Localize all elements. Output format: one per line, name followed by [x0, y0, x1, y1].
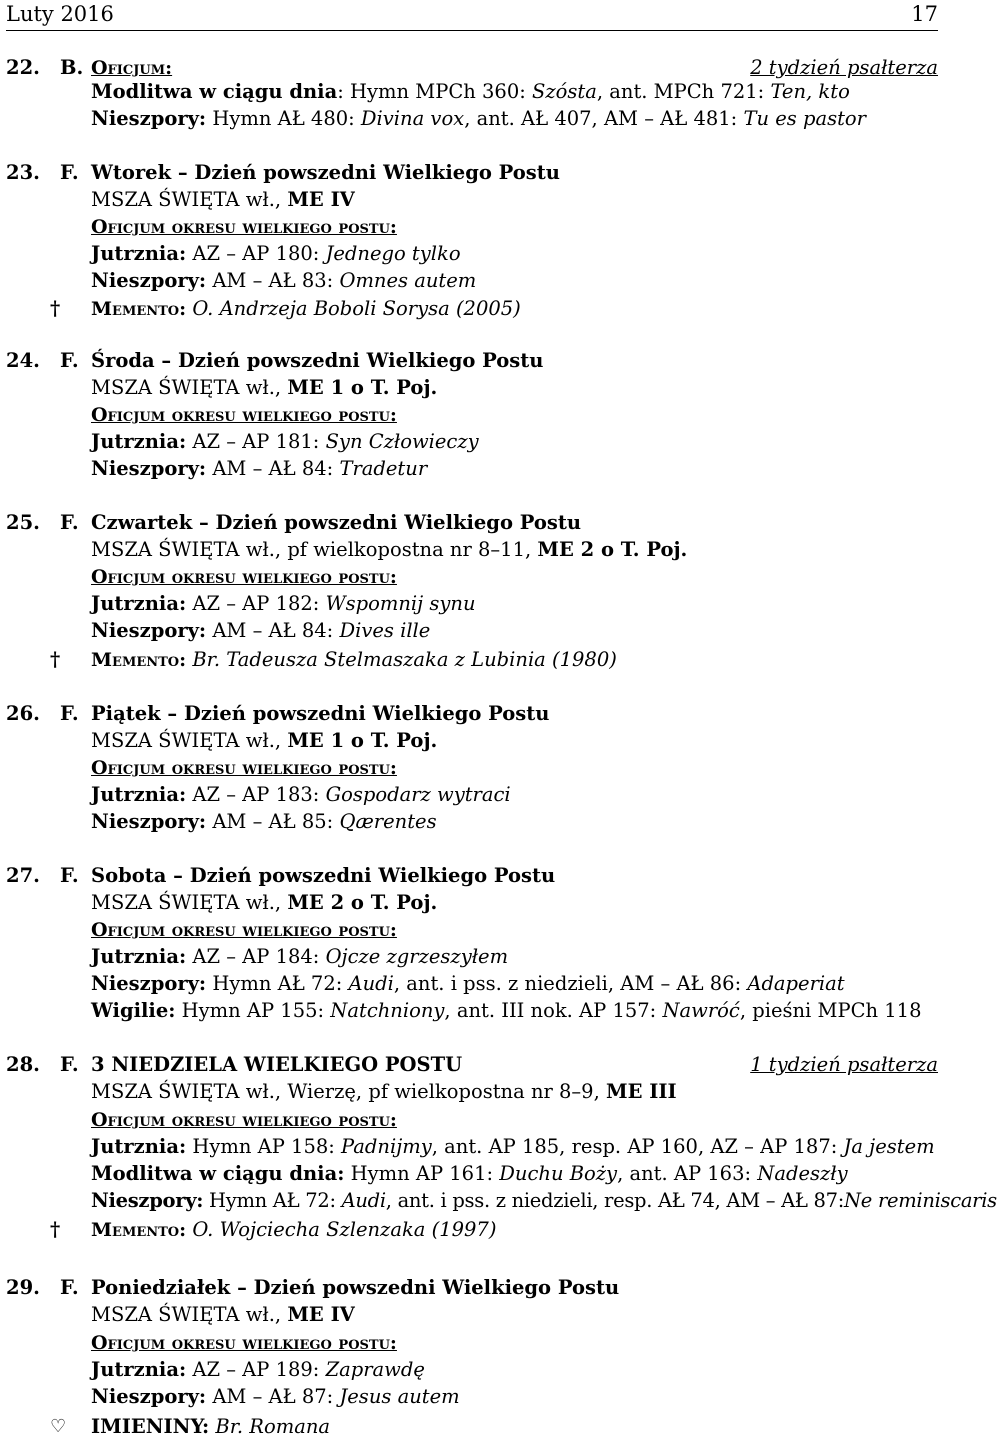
liturgy-line	[0, 1356, 938, 1383]
plain-text: MSZA ŚWIĘTA wł.,	[91, 188, 288, 211]
line-text	[91, 536, 938, 563]
italic-text: Gospodarz wytraci	[325, 783, 511, 806]
line-text	[91, 970, 938, 997]
italic-text: Ten, kto	[770, 80, 850, 103]
bold-text: Poniedziałek – Dzień powszedni Wielkiego Postu	[91, 1276, 620, 1299]
plain-text: AZ – AP 184:	[186, 945, 326, 968]
line-text	[91, 617, 938, 644]
bold-text: Jutrznia:	[91, 1358, 187, 1381]
liturgy-line	[0, 213, 938, 240]
day-heading	[0, 862, 938, 889]
liturgy-line	[0, 374, 938, 401]
line-text	[91, 1216, 938, 1244]
plain-text: AM – AŁ 85:	[206, 810, 340, 833]
day-heading	[0, 1051, 938, 1078]
office-label: Oficjum okresu wielkiego postu:	[91, 404, 397, 426]
day-number: 28.	[6, 1053, 40, 1076]
line-text	[91, 374, 938, 401]
office-label: Oficjum okresu wielkiego postu:	[91, 919, 397, 941]
sunday-letter: F.	[60, 511, 79, 534]
line-text	[91, 1187, 997, 1214]
office-label: Oficjum okresu wielkiego postu:	[91, 1109, 397, 1131]
line-text	[91, 1274, 938, 1301]
plain-text: , ant. AŁ 407, AM – AŁ 481:	[464, 107, 744, 130]
plain-text: MSZA ŚWIĘTA wł.,	[91, 376, 288, 399]
line-text	[91, 267, 938, 294]
line-text	[91, 428, 938, 455]
line-text	[91, 295, 938, 323]
bold-text: Modlitwa w ciągu dnia:	[91, 1162, 345, 1185]
plain-text: MSZA ŚWIĘTA wł.,	[91, 1303, 288, 1326]
bold-text: ME 1 o T. Poj.	[287, 376, 438, 399]
bold-text: ME III	[605, 1080, 677, 1103]
plain-text: : Hymn MPCh 360:	[337, 80, 533, 103]
bold-text: Wigilie:	[91, 999, 176, 1022]
plain-text: , ant. AP 163:	[617, 1162, 758, 1185]
italic-text: Szósta	[532, 80, 597, 103]
day-heading	[0, 54, 938, 81]
plain-text: , pieśni MPCh 118	[739, 999, 922, 1022]
line-text	[91, 563, 938, 591]
line-text	[91, 1160, 938, 1187]
line-text	[91, 105, 938, 132]
line-text	[91, 862, 938, 889]
liturgy-line	[0, 1383, 938, 1410]
psalter-week: 2 tydzień psałterza	[750, 56, 938, 79]
liturgy-line	[0, 1106, 938, 1133]
liturgy-line	[0, 617, 938, 644]
bold-text: Jutrznia:	[91, 1135, 187, 1158]
bold-text: ME 2 o T. Poj.	[537, 538, 688, 561]
italic-text: Wspomnij synu	[325, 592, 476, 615]
day-number: 23.	[6, 161, 40, 184]
bold-text: Modlitwa w ciągu dnia	[91, 80, 338, 103]
memento-label: Memento:	[91, 1219, 187, 1241]
day-heading	[0, 700, 938, 727]
bold-text: 3 NIEDZIELA WIELKIEGO POSTU	[91, 1053, 463, 1076]
bold-text: ME 1 o T. Poj.	[287, 729, 438, 752]
day-number: 26.	[6, 702, 40, 725]
bold-text: Czwartek – Dzień powszedni Wielkiego Postu	[91, 511, 582, 534]
liturgy-line	[0, 105, 938, 132]
sunday-letter: B.	[60, 56, 84, 79]
bold-text: Nieszpory:	[91, 269, 207, 292]
bold-text: Jutrznia:	[91, 945, 187, 968]
plain-text: , ant. AP 185, resp. AP 160, AZ – AP 187:	[431, 1135, 844, 1158]
italic-text: Nawróć	[662, 999, 740, 1022]
liturgy-line	[0, 186, 938, 213]
liturgy-line	[0, 401, 938, 428]
line-text	[91, 808, 938, 835]
bold-text: Jutrznia:	[91, 430, 187, 453]
line-text	[91, 186, 938, 213]
liturgy-line	[0, 727, 938, 754]
plain-text: AZ – AP 180:	[186, 242, 326, 265]
line-text	[91, 1413, 938, 1440]
day-number: 24.	[6, 349, 40, 372]
liturgy-line	[0, 455, 938, 482]
italic-text: Audi	[348, 972, 394, 995]
italic-text: Br. Tadeusza Stelmaszaka z Lubinia (1980)	[186, 648, 617, 671]
psalter-week: 1 tydzień psałterza	[750, 1053, 938, 1076]
liturgy-line	[0, 563, 938, 590]
italic-text: Tradetur	[339, 457, 428, 480]
plain-text: Hymn AP 161:	[344, 1162, 500, 1185]
line-text	[91, 509, 938, 536]
day-heading	[0, 509, 938, 536]
bold-text: ME IV	[287, 188, 355, 211]
liturgy-line	[0, 536, 938, 563]
bold-text: Środa – Dzień powszedni Wielkiego Postu	[91, 349, 544, 372]
day-number: 25.	[6, 511, 40, 534]
heart-icon: ♡	[50, 1416, 67, 1437]
page-number: 17	[911, 2, 938, 26]
liturgy-line	[0, 428, 938, 455]
line-text	[91, 889, 938, 916]
bold-text: Jutrznia:	[91, 592, 187, 615]
line-text	[91, 1106, 938, 1134]
bold-text: Nieszpory:	[91, 457, 207, 480]
plain-text: Hymn AŁ 72:	[203, 1189, 342, 1212]
line-text	[91, 943, 938, 970]
line-text	[91, 347, 938, 374]
sunday-letter: F.	[60, 349, 79, 372]
day-number: 29.	[6, 1276, 40, 1299]
liturgy-line	[0, 1160, 938, 1187]
sunday-letter: F.	[60, 702, 79, 725]
memento-line	[0, 1216, 938, 1243]
liturgy-line	[0, 267, 938, 294]
line-text	[91, 727, 938, 754]
plain-text: MSZA ŚWIĘTA wł., pf wielkopostna nr 8–11,	[91, 538, 538, 561]
line-text	[91, 1383, 938, 1410]
italic-text: O. Andrzeja Boboli Sorysa (2005)	[186, 297, 521, 320]
sunday-letter: F.	[60, 161, 79, 184]
cross-icon: †	[50, 297, 61, 320]
italic-text: Jesus autem	[339, 1385, 460, 1408]
office-label: Oficjum okresu wielkiego postu:	[91, 757, 397, 779]
line-text	[91, 1078, 938, 1105]
bold-text: Nieszpory:	[91, 1189, 204, 1212]
italic-text: Ojcze zgrzeszyłem	[325, 945, 509, 968]
italic-text: Ja jestem	[843, 1135, 935, 1158]
line-text	[91, 240, 938, 267]
line-text	[91, 1133, 938, 1160]
plain-text: Hymn AŁ 72:	[206, 972, 349, 995]
liturgy-line	[0, 754, 938, 781]
line-text	[91, 1329, 938, 1357]
italic-text: Nadeszły	[757, 1162, 848, 1185]
office-label: Oficjum okresu wielkiego postu:	[91, 566, 397, 588]
line-text	[91, 781, 938, 808]
bold-text: Nieszpory:	[91, 619, 207, 642]
bold-text: Jutrznia:	[91, 783, 187, 806]
day-heading	[0, 347, 938, 374]
plain-text: , ant. i pss. z niedzieli, resp. AŁ 74, AM – AŁ 87:	[385, 1189, 845, 1212]
italic-text: Syn Człowieczy	[325, 430, 479, 453]
bold-text: Wtorek – Dzień powszedni Wielkiego Postu	[91, 161, 560, 184]
line-text	[91, 754, 938, 782]
italic-text: Dives ille	[339, 619, 431, 642]
liturgy-line	[0, 808, 938, 835]
italic-text: Audi	[341, 1189, 386, 1212]
italic-text: Qærentes	[339, 810, 437, 833]
plain-text: AM – AŁ 87:	[206, 1385, 340, 1408]
name-day-line	[0, 1413, 938, 1440]
plain-text: AM – AŁ 84:	[206, 457, 340, 480]
sunday-letter: F.	[60, 1276, 79, 1299]
italic-text: Duchu Boży	[499, 1162, 618, 1185]
plain-text: , ant. i pss. z niedzieli, AM – AŁ 86:	[393, 972, 748, 995]
office-label: Oficjum okresu wielkiego postu:	[91, 1332, 397, 1354]
italic-text: Padnijmy	[341, 1135, 432, 1158]
memento-line	[0, 646, 938, 673]
plain-text: MSZA ŚWIĘTA wł., Wierzę, pf wielkopostna nr 8–9,	[91, 1080, 606, 1103]
plain-text: , ant. MPCh 721:	[596, 80, 771, 103]
line-text	[91, 1356, 938, 1383]
header-month: Luty 2016	[6, 2, 114, 26]
page-header	[6, 0, 938, 31]
sunday-letter: F.	[60, 864, 79, 887]
day-heading	[0, 1274, 938, 1301]
line-text	[91, 590, 938, 617]
liturgy-line	[0, 1187, 997, 1214]
line-text	[91, 159, 938, 186]
bold-text: IMIENINY:	[91, 1415, 210, 1438]
day-number: 27.	[6, 864, 40, 887]
day-number: 22.	[6, 56, 40, 79]
plain-text: Hymn AŁ 480:	[206, 107, 361, 130]
liturgy-line	[0, 781, 938, 808]
plain-text: AM – AŁ 83:	[206, 269, 340, 292]
bold-text: Nieszpory:	[91, 107, 207, 130]
plain-text: AZ – AP 181:	[186, 430, 326, 453]
office-label: Oficjum okresu wielkiego postu:	[91, 216, 397, 238]
bold-text: Piątek – Dzień powszedni Wielkiego Postu	[91, 702, 550, 725]
line-text	[91, 455, 938, 482]
line-text	[91, 997, 938, 1024]
italic-text: Zaprawdę	[325, 1358, 425, 1381]
memento-label: Memento:	[91, 649, 187, 671]
memento-line	[0, 295, 938, 322]
liturgy-line	[0, 997, 938, 1024]
italic-text: Jednego tylko	[325, 242, 461, 265]
bold-text: Nieszpory:	[91, 1385, 207, 1408]
italic-text: O. Wojciecha Szlenzaka (1997)	[186, 1218, 497, 1241]
italic-text: Tu es pastor	[743, 107, 866, 130]
liturgy-line	[0, 78, 938, 105]
line-text	[91, 401, 938, 429]
line-text	[91, 700, 938, 727]
bold-text: Nieszpory:	[91, 972, 207, 995]
bold-text: Nieszpory:	[91, 810, 207, 833]
bold-text: ME 2 o T. Poj.	[287, 891, 438, 914]
office-label: Oficjum:	[91, 57, 173, 79]
liturgy-line	[0, 1301, 938, 1328]
line-text	[91, 646, 938, 674]
liturgy-line	[0, 1078, 938, 1105]
liturgy-line	[0, 1133, 938, 1160]
line-text	[91, 916, 938, 944]
plain-text: AZ – AP 182:	[186, 592, 326, 615]
italic-text: Divina vox	[360, 107, 465, 130]
liturgy-line	[0, 970, 938, 997]
plain-text: MSZA ŚWIĘTA wł.,	[91, 729, 288, 752]
cross-icon: †	[50, 648, 61, 671]
liturgy-line	[0, 916, 938, 943]
memento-label: Memento:	[91, 298, 187, 320]
plain-text: Hymn AP 155:	[175, 999, 331, 1022]
italic-text: Br. Romana	[209, 1415, 330, 1438]
day-heading	[0, 159, 938, 186]
plain-text: MSZA ŚWIĘTA wł.,	[91, 891, 288, 914]
plain-text: AM – AŁ 84:	[206, 619, 340, 642]
liturgy-line	[0, 590, 938, 617]
liturgy-line	[0, 889, 938, 916]
sunday-letter: F.	[60, 1053, 79, 1076]
italic-text: Ne reminiscaris	[844, 1189, 997, 1212]
plain-text: AZ – AP 183:	[186, 783, 326, 806]
liturgy-line	[0, 943, 938, 970]
cross-icon: †	[50, 1218, 61, 1241]
italic-text: Adaperiat	[747, 972, 845, 995]
bold-text: ME IV	[287, 1303, 355, 1326]
line-text	[91, 1301, 938, 1328]
line-text	[91, 213, 938, 241]
plain-text: AZ – AP 189:	[186, 1358, 326, 1381]
plain-text: , ant. III nok. AP 157:	[444, 999, 663, 1022]
liturgy-line	[0, 1329, 938, 1356]
line-text	[91, 78, 938, 105]
liturgy-line	[0, 240, 938, 267]
bold-text: Jutrznia:	[91, 242, 187, 265]
plain-text: Hymn AP 158:	[186, 1135, 342, 1158]
bold-text: Sobota – Dzień powszedni Wielkiego Postu	[91, 864, 556, 887]
italic-text: Natchniony	[330, 999, 445, 1022]
italic-text: Omnes autem	[339, 269, 477, 292]
